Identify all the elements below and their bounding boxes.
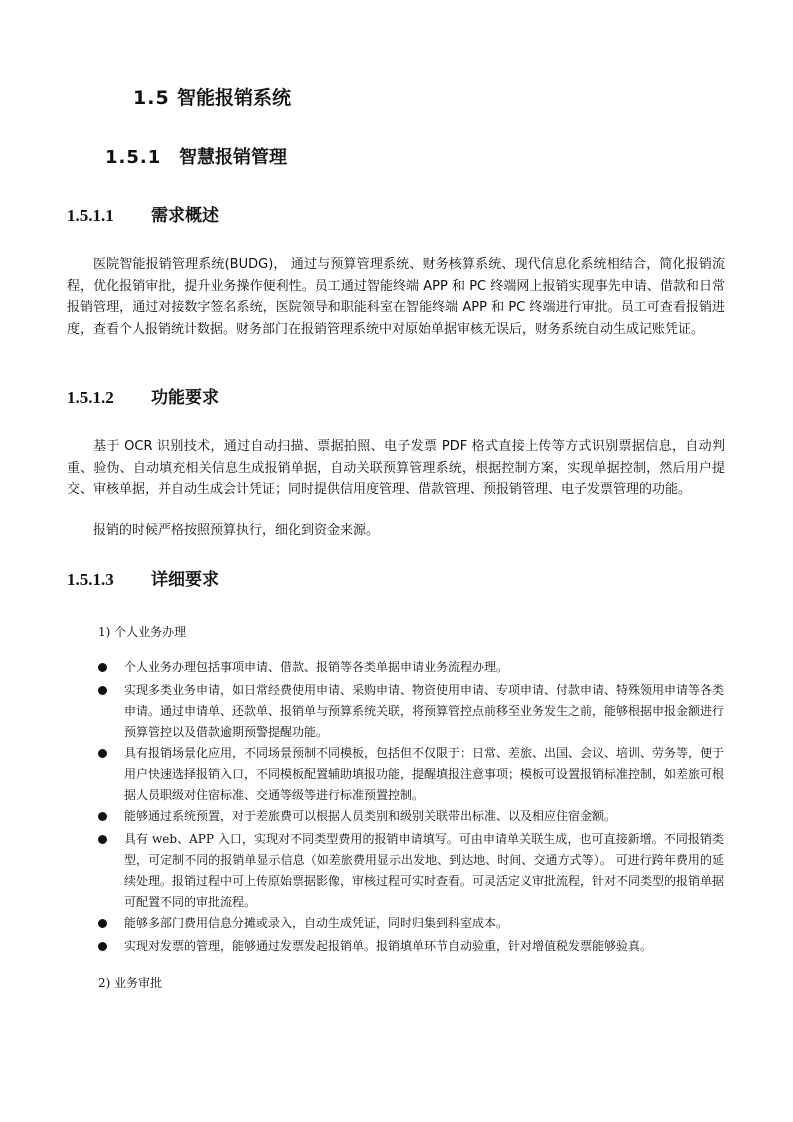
section-heading-detailed-requirements	[67, 568, 219, 592]
list-item: 能够多部门费用信息分摊或录入，自动生成凭证，同时归集到科室成本。	[124, 916, 509, 930]
bullet-dot-icon	[98, 663, 107, 672]
heading-title: 智能报销系统	[177, 87, 292, 109]
section-heading-function-requirements	[67, 386, 219, 410]
heading-number: 1.5.1.3	[67, 570, 114, 589]
heading-number: 1.5.1.2	[67, 388, 114, 407]
list-item: 具有 web、APP 入口，实现对不同类型费用的报销申请填写。可由申请单关联生成，也可直接新增。不同报销类型，可定制不同的报销单显示信息（如差旅费用显示出发地、到达地、时间、交通方式等）。 可进行跨年费用的延续处理。报销过程中可上传原始票据影像，审核过程可实时查看。可灵活定义审批流程，针对不同类型的报销单据可配置不同的审批流程。	[124, 832, 725, 909]
bullet-dot-icon	[98, 942, 107, 951]
section-heading-1-5-1	[105, 146, 287, 170]
section-heading-requirements-overview	[67, 204, 219, 228]
function-paragraph-2: 报销的时候严格按照预算执行，细化到资金来源。	[93, 523, 380, 538]
list-item: 能够通过系统预置，对于差旅费可以根据人员类别和级别关联带出标准、以及相应住宿金额。	[124, 809, 617, 823]
list-item: 实现对发票的管理，能够通过发票发起报销单。报销填单环节自动验重，针对增值税发票能够验真。	[124, 939, 653, 953]
heading-number: 1.5	[133, 87, 170, 109]
list-label-business-approval: 2) 业务审批	[98, 976, 163, 990]
list-item: 个人业务办理包括事项申请、借款、报销等各类单据申请业务流程办理。	[124, 660, 509, 674]
section-heading-1-5	[133, 86, 291, 110]
bullet-dot-icon	[98, 812, 107, 821]
bullet-dot-icon	[98, 749, 107, 758]
list-item: 实现多类业务申请，如日常经费使用申请、采购申请、物资使用申请、专项申请、付款申请、特殊领用申请等各类申请。通过申请单、还款单、报销单与预算系统关联，将预算管控点前移至业务发生之前，能够根据申报金额进行预算管控以及借款逾期预警提醒功能。	[124, 683, 725, 739]
heading-number: 1.5.1	[105, 147, 162, 168]
list-label-personal-business: 1) 个人业务办理	[98, 625, 187, 639]
list-item: 具有报销场景化应用，不同场景预制不同模板，包括但不仅限于：日常、差旅、出国、会议、培训、劳务等，便于用户快速选择报销入口，不同模板配置辅助填报功能，提醒填报注意事项；模板可设置报销标准控制，如差旅可根据人员职级对住宿标准、交通等级等进行标准预置控制。	[124, 746, 725, 802]
bullet-dot-icon	[98, 835, 107, 844]
heading-title: 智慧报销管理	[179, 147, 287, 168]
bullet-dot-icon	[98, 919, 107, 928]
heading-title: 详细要求	[151, 570, 219, 590]
function-paragraph-1: 基于 OCR 识别技术，通过自动扫描、票据拍照、电子发票 PDF 格式直接上传等方式识别票据信息，自动判重、验伪、自动填充相关信息生成报销单据，自动关联预算管理系统，根据控制方案，实现单据控制，然后用户提交、审核单据，并自动生成会计凭证；同时提供信用度管理、借款管理、预报销管理、电子发票管理的功能。	[67, 439, 725, 497]
heading-title: 功能要求	[151, 388, 219, 408]
overview-paragraph: 医院智能报销管理系统(BUDG)， 通过与预算管理系统、财务核算系统、现代信息化系统相结合，简化报销流程，优化报销审批，提升业务操作便利性。员工通过智能终端 APP 和 PC 终端网上报销实现事先申请、借款和日常报销管理，通过对接数字签名系统，医院领导和职能科室在智能终端 APP 和 PC 终端进行审批。员工可查看报销进度，查看个人报销统计数据。财务部门在报销管理系统中对原始单据审核无误后，财务系统自动生成记账凭证。	[67, 257, 725, 337]
bullet-dot-icon	[98, 686, 107, 695]
heading-title: 需求概述	[151, 206, 219, 226]
heading-number: 1.5.1.1	[67, 206, 114, 225]
